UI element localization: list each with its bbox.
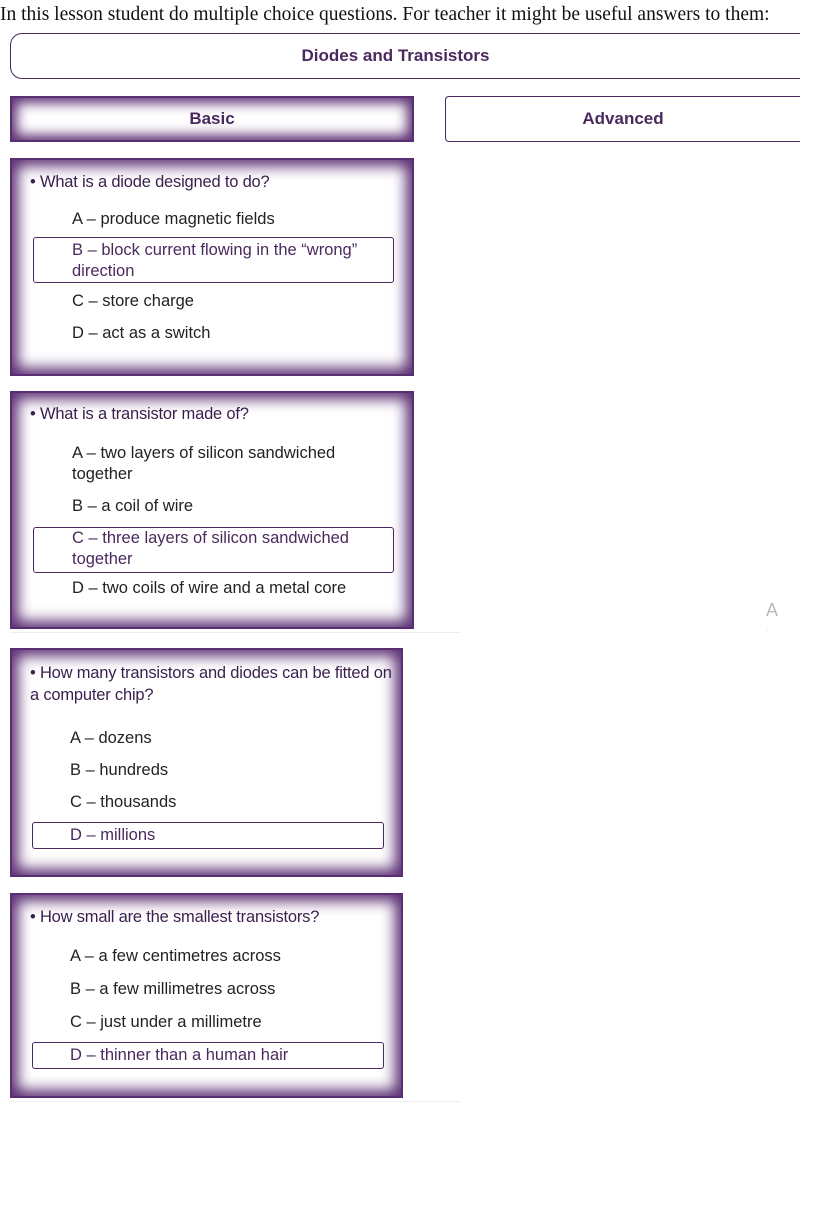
tab-basic[interactable]: Basic [10, 96, 414, 142]
question-3-option-d[interactable]: D – millions [70, 826, 156, 844]
question-1-option-d[interactable]: D – act as a switch [72, 324, 211, 342]
question-3-option-c[interactable]: C – thousands [70, 793, 177, 811]
lesson-title-box [10, 33, 800, 79]
stray-dots: · · [766, 626, 780, 635]
question-4-text: • How small are the smallest transistors? [30, 908, 320, 926]
question-2-option-b[interactable]: B – a coil of wire [72, 497, 194, 515]
divider-line-bottom [10, 1101, 460, 1102]
question-1-option-b[interactable]: B – block current flowing in the “wrong” direction [72, 241, 358, 280]
stray-glyph: A [766, 600, 779, 620]
question-4-option-c[interactable]: C – just under a millimetre [70, 1013, 262, 1031]
question-4-option-b[interactable]: B – a few millimetres across [70, 980, 276, 998]
question-2-option-d[interactable]: D – two coils of wire and a metal core [72, 579, 347, 597]
question-4-option-d[interactable]: D – thinner than a human hair [70, 1046, 289, 1064]
question-2-text: • What is a transistor made of? [30, 405, 249, 423]
lesson-title: Diodes and Transistors [301, 46, 490, 65]
tab-advanced[interactable]: Advanced [445, 96, 800, 142]
question-2-option-c[interactable]: C – three layers of silicon sandwiched together [72, 529, 349, 568]
question-3-option-a[interactable]: A – dozens [70, 729, 152, 747]
question-1-option-c[interactable]: C – store charge [72, 292, 194, 310]
question-1-text: • What is a diode designed to do? [30, 173, 270, 191]
question-4-option-a[interactable]: A – a few centimetres across [70, 947, 281, 965]
intro-text: In this lesson student do multiple choice questions. For teacher it might be useful answers to them: [0, 4, 770, 25]
question-3-text: • How many transistors and diodes can be fitted on a computer chip? [30, 664, 392, 704]
divider-line [10, 632, 460, 633]
question-3-option-b[interactable]: B – hundreds [70, 761, 169, 779]
question-2-option-a[interactable]: A – two layers of silicon sandwiched together [72, 444, 336, 483]
question-1-option-a[interactable]: A – produce magnetic fields [72, 210, 275, 228]
